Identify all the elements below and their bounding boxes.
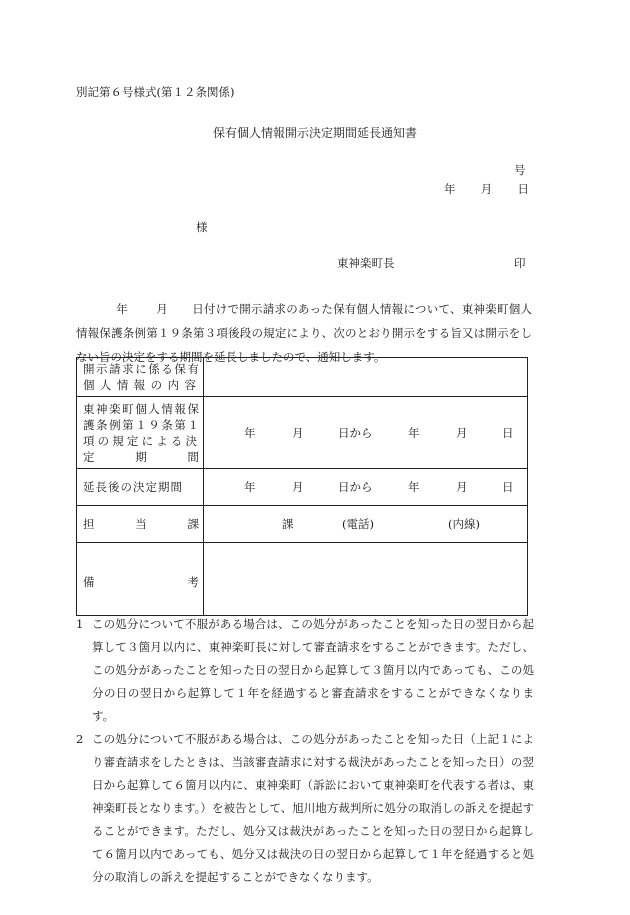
row-label-extended-period	[77, 469, 204, 506]
table-row	[77, 469, 528, 506]
extended-period-cell[interactable]	[204, 469, 528, 506]
seal-label: 印	[514, 256, 526, 270]
form-label: 別記第６号様式(第１２条関係)	[76, 85, 235, 99]
row-label-line: 担 当 課	[83, 517, 199, 531]
period-line	[204, 425, 527, 441]
document-number-label: 号	[514, 163, 526, 177]
row-label-request-content	[77, 358, 204, 397]
period-day2: 日	[502, 425, 514, 440]
row-label-line: 延長後の決定期間	[83, 480, 183, 494]
row-label-department	[77, 506, 204, 543]
body-text-rest: 保護条例第１９条第３項後段の規定により、次のとおり開示をする旨又は開示をしない旨の決定をする期間を延長しましたので、通知します。	[76, 326, 533, 364]
issue-year-label: 年	[444, 182, 456, 196]
issue-month-label: 月	[480, 182, 493, 196]
body-text-line1: 日付けで開示請求のあった保有個人情報について、東神楽町個人情報	[76, 302, 533, 340]
period-from: 日から	[338, 425, 373, 440]
body-year-label: 年	[116, 302, 128, 316]
period-day2: 日	[502, 480, 514, 494]
table-row	[77, 506, 528, 543]
period-line	[204, 479, 527, 495]
period-year: 年	[244, 480, 256, 494]
row-label-line: 東神楽町個人情報保	[83, 401, 199, 416]
period-year2: 年	[408, 425, 420, 440]
table-row	[77, 358, 528, 397]
note-text: この処分について不服がある場合は、この処分があったことを知った日（上記１により審査請求をしたときは、当該審査請求に対する裁決があったことを知った日）の翌日から起算して６箇月以内に、東神楽町（訴訟において東神楽町を代表する者は、東神楽町長となります。）を被告として、旭川地方裁判所に処分の取消しの訴えを提起することができます。ただし、処分又は裁決があったことを知った日の翌日から起算して６箇月以内であっても、処分又は裁決の日の翌日から起算して１年を経過すると処分の取消しの訴えを提起することができなくなります。	[92, 732, 534, 884]
note-item	[76, 728, 534, 889]
department-cell[interactable]	[204, 506, 528, 543]
contact-section: 課	[282, 517, 294, 531]
issue-date-line	[444, 181, 529, 197]
info-table	[76, 357, 528, 616]
row-label-line: 定 期 間	[83, 449, 199, 464]
period-year2: 年	[408, 480, 420, 494]
original-period-cell[interactable]	[204, 397, 528, 469]
table-row	[77, 397, 528, 469]
period-month2: 月	[456, 425, 468, 440]
body-month-label: 月	[156, 302, 168, 316]
sender-name: 東神楽町長	[337, 256, 395, 270]
note-item	[76, 613, 534, 728]
period-month2: 月	[456, 480, 468, 494]
row-label-line: 開示請求に係る保有	[83, 362, 199, 376]
notes	[76, 613, 534, 889]
row-label-original-period	[77, 397, 204, 469]
addressee-suffix: 様	[196, 220, 208, 234]
period-year: 年	[244, 425, 256, 440]
request-content-cell[interactable]	[204, 358, 528, 397]
document-title: 保有個人情報開示決定期間延長通知書	[212, 126, 417, 140]
note-number: 2	[76, 732, 84, 746]
contact-extension: (内線)	[448, 517, 480, 531]
row-label-line: 備 考	[83, 575, 199, 589]
period-month: 月	[292, 480, 304, 494]
row-label-remarks	[77, 543, 204, 616]
contact-line	[204, 516, 527, 532]
note-number: 1	[76, 617, 84, 631]
row-label-line: 護条例第１９条第１	[83, 417, 199, 432]
row-label-line: 項の規定による決	[83, 433, 199, 448]
row-label-line: 個人情報の内容	[83, 378, 199, 392]
period-month: 月	[292, 425, 304, 440]
contact-phone: (電話)	[342, 517, 374, 531]
remarks-cell[interactable]	[204, 543, 528, 616]
period-from: 日から	[338, 480, 373, 494]
table-row	[77, 543, 528, 616]
note-text: この処分について不服がある場合は、この処分があったことを知った日の翌日から起算して３箇月以内に、東神楽町長に対して審査請求をすることができます。ただし、この処分があったことを知った日の翌日から起算して３箇月以内であっても、この処分の日の翌日から起算して１年を経過すると審査請求をすることができなくなります。	[92, 617, 534, 723]
issue-day-label: 日	[517, 182, 529, 196]
